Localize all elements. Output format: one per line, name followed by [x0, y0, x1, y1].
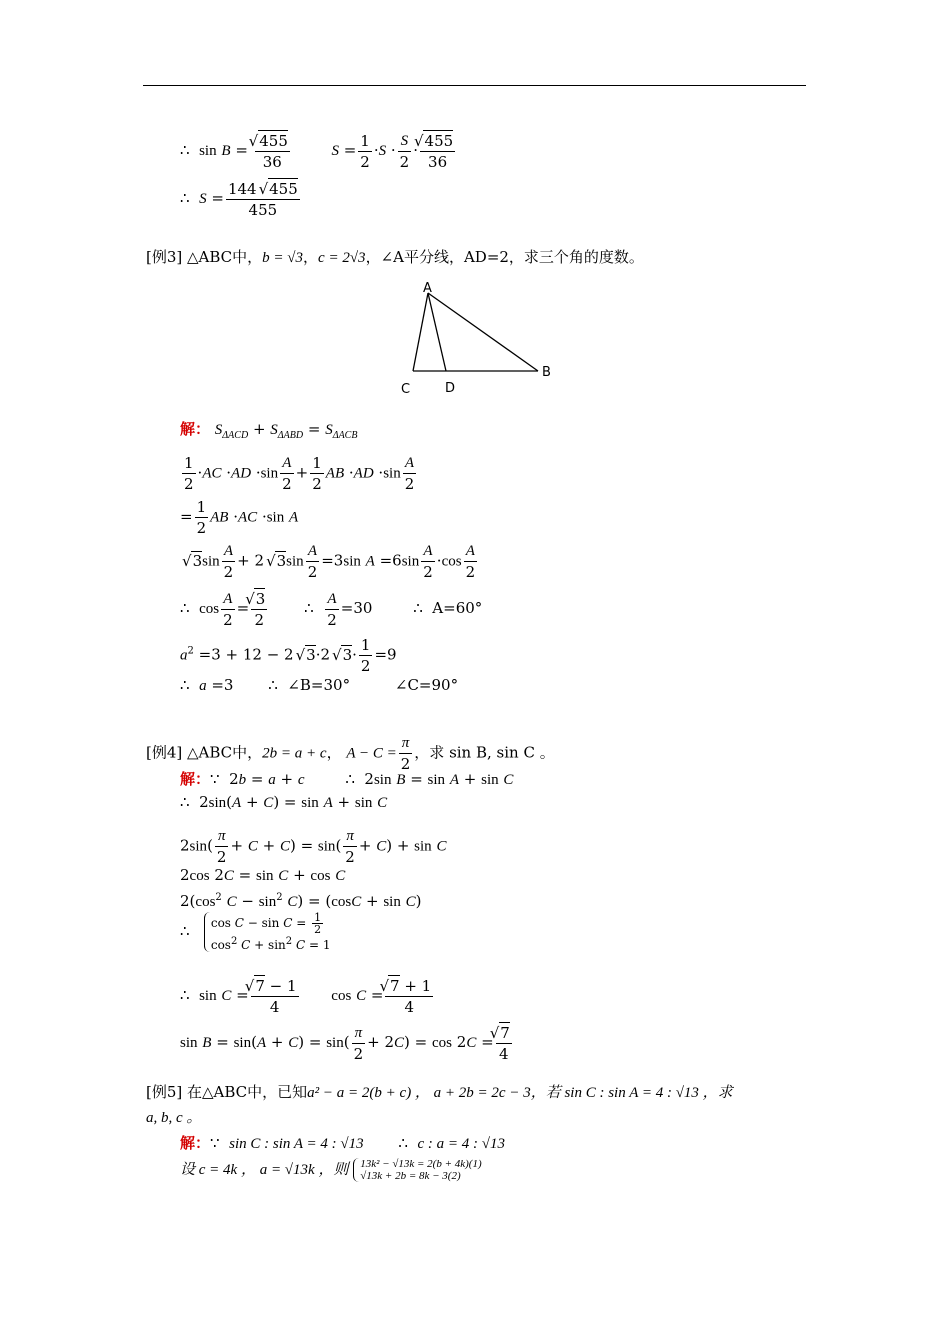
ex3-sol-line6: $a^2 =3 + 12 - 2√$ 3·2√ 3· $\frac{1}{2}$ =9: [180, 635, 397, 676]
example-4-title: [例4] △ABC中，2b = a + c， A − C = $\frac{\pi}{2}$ ，求 sin B, sin C 。: [146, 735, 555, 773]
side-AC: [413, 293, 428, 371]
ex3-sol-line1: 解： $S_{\Delta ACD} + S_{\Delta ABD} = S_{\Delta ACB}$: [180, 420, 358, 441]
side-AB: [428, 293, 538, 371]
ex3-sol-line3: = $\frac{1}{2}$ AB ·AC ·sin A: [180, 498, 299, 537]
ex3-sol-line4: √ 3sin $\frac{A}{2}$ + 2√ 3sin $\frac{A}{2}$ =3sin A =6sin $\frac{A}{2}$ ·cos $\frac{A}{2}$: [180, 541, 479, 582]
ex4-sol-line3: 2sin( $\frac{\pi}{2}$ + C + C) = sin( $\frac{\pi}{2}$ + C) + sin C: [180, 828, 447, 866]
eq-sinB: ∴ sin B = √ $\frac{455}{36}$ S = $\frac{1}{2}$ ·S · $\frac{S}{2}$ · √ $\frac{455}{36}$: [180, 130, 457, 172]
example-3-title: [例3] △ABC中，b = √3，c = 2√3，∠A平分线，AD=2，求三个角的度数。: [146, 248, 644, 266]
ex4-sol-line8: sin B = sin(A + C) = sin( $\frac{\pi}{2}$ + 2C) = cos 2C = √ $\frac{7}{4}$: [180, 1022, 514, 1064]
ex4-sol-line1: 解：∵ 2b = a + c ∴ 2sin B = sin A + sin C: [180, 770, 514, 788]
ex3-sol-line2: $\frac{1}{2}$ ·AC ·AD ·sin $\frac{A}{2}$ + $\frac{1}{2}$ AB ·AD ·sin $\frac{A}{2}$: [184, 454, 415, 493]
label-D: D: [445, 381, 456, 396]
ex4-sol-line4: 2cos 2C = sin C + cos C: [180, 866, 346, 884]
segment-AD: [428, 293, 446, 371]
ex4-sol-line6: ∴ cos C − sin C = $\frac{1}{2}$ $\cos^2 C + \sin^2 C = 1$: [180, 911, 331, 952]
label-B: B: [542, 365, 551, 380]
ex3-sol-line7: ∴ a =3 ∴ ∠B=30° ∠C=90°: [180, 676, 459, 694]
ex5-sol-line1: 解：∵ sin C : sin A = 4 : √13 ∴ c : a = 4 : √13: [180, 1134, 505, 1152]
triangle-figure: [395, 278, 565, 400]
eq-S: ∴ S = $\frac{144√ 455}{455}$: [180, 178, 302, 220]
ex4-sol-line2: ∴ 2sin(A + C) = sin A + sin C: [180, 793, 388, 811]
example-5-ask: a, b, c 。: [146, 1110, 202, 1126]
header-rule: [143, 85, 806, 86]
ex4-sol-line7: ∴ sin C = √ $\frac{7 - 1}{4}$ cos C = √ $\frac{7 + 1}{4}$: [180, 975, 435, 1017]
example-5-title: [例5] 在△ABC中，已知a² − a = 2(b + c) ， a + 2b = 2c − 3，若 sin C : sin A = 4 : √13 ，求: [146, 1083, 733, 1101]
label-A: A: [423, 281, 432, 296]
ex5-sol-line2: 设 c = 4k ， a = √13k ，则 13k² − √13k = 2(b + 4k)(1) √13k + 2b = 8k − 3(2): [180, 1158, 482, 1182]
label-C: C: [401, 382, 411, 397]
ex4-sol-line5: $2(\cos^2$ $C - \sin^2 C) = (\cos C + \sin C)$: [180, 892, 422, 910]
ex3-sol-line5: ∴ cos $\frac{A}{2}$ = √ $\frac{3}{2}$ ∴ $\frac{A}{2}$ =30 ∴ A=60°: [180, 588, 482, 630]
